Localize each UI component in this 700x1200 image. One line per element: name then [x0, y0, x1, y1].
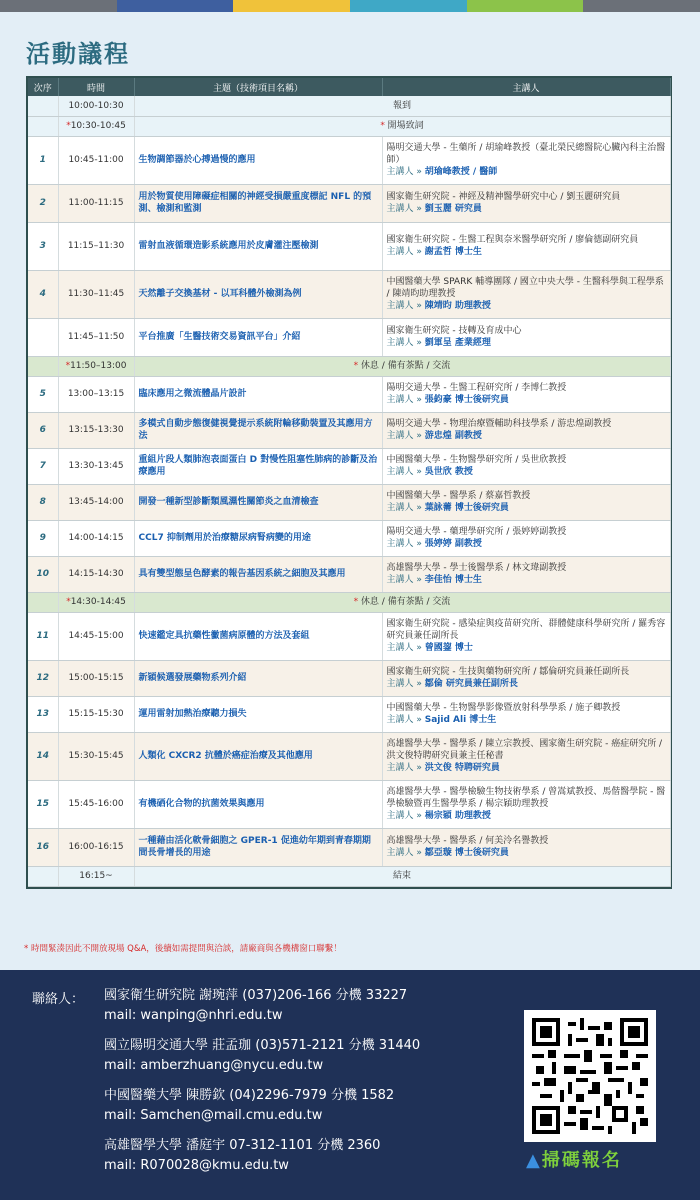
row-no: 4 — [28, 270, 58, 318]
contact-email[interactable]: mail: wanping@nhri.edu.tw — [104, 1008, 283, 1023]
color-bar-segment — [0, 0, 117, 12]
row-speaker — [382, 318, 670, 356]
row-time: 10:45-11:00 — [58, 136, 134, 184]
row-topic: 有機硒化合物的抗菌效果與應用 — [134, 780, 382, 828]
row-topic: 平台推廣「生醫技術交易資訊平台」介紹 — [134, 318, 382, 356]
header-no: 次序 — [28, 78, 58, 96]
row-speaker — [382, 696, 670, 732]
row-topic: 具有雙型態呈色酵素的報告基因系統之細胞及其應用 — [134, 556, 382, 592]
row-time: 11:00-11:15 — [58, 184, 134, 222]
row-topic: 生物調節器於心搏過慢的應用 — [134, 136, 382, 184]
table-row — [28, 732, 670, 780]
row-topic: 開發一種新型診斷類風濕性關節炎之血清檢查 — [134, 484, 382, 520]
row-time: 16:00-16:15 — [58, 828, 134, 866]
row-time: 13:45-14:00 — [58, 484, 134, 520]
speaker-host: 主講人 » 楊宗穎 助理教授 — [386, 811, 491, 821]
row-time: 15:15-15:30 — [58, 696, 134, 732]
table-row — [28, 412, 670, 448]
row-label: 報到 — [134, 96, 670, 116]
row-topic: 人類化 CXCR2 抗體於癌症治療及其他應用 — [134, 732, 382, 780]
table-row — [28, 592, 670, 612]
row-no: 10 — [28, 556, 58, 592]
speaker-host: 主講人 » 游忠煌 副教授 — [386, 431, 482, 441]
speaker-host: 主講人 » 吳世欣 教授 — [386, 467, 473, 477]
speaker-host: 主講人 » 李佳怡 博士生 — [386, 575, 482, 585]
table-row — [28, 696, 670, 732]
speaker-host: 主講人 » 張婷婷 副教授 — [386, 539, 482, 549]
speaker-host: 主講人 » 謝孟哲 博士生 — [386, 247, 482, 257]
table-row — [28, 222, 670, 270]
table-row — [28, 660, 670, 696]
speaker-org: 國家衛生研究院 - 技轉及育成中心 — [386, 326, 522, 336]
speaker-org: 國家衛生研究院 - 生技與藥物研究所 / 鄒倫研究員兼任副所長 — [386, 667, 630, 677]
speaker-host: 主講人 » 胡瑜峰教授 / 醫師 — [386, 167, 498, 177]
page-title: 活動議程 — [26, 40, 130, 68]
row-no: 5 — [28, 376, 58, 412]
contact-email[interactable]: mail: Samchen@mail.cmu.edu.tw — [104, 1108, 323, 1123]
scan-register[interactable]: ▲掃碼報名 — [526, 1150, 622, 1171]
row-speaker — [382, 780, 670, 828]
contact-item — [104, 986, 407, 1026]
speaker-host: 主講人 » 洪文俊 特聘研究員 — [386, 763, 500, 773]
table-header — [28, 78, 670, 96]
row-time: *11:50–13:00 — [58, 356, 134, 376]
contact-line: 中國醫藥大學 陳勝欽 (04)2296-7979 分機 1582 — [104, 1088, 395, 1103]
row-topic: 雷射血液循環造影系統應用於皮膚灌注壓檢測 — [134, 222, 382, 270]
contact-email[interactable]: mail: amberzhuang@nycu.edu.tw — [104, 1058, 324, 1073]
color-bar — [0, 0, 700, 12]
speaker-org: 高雄醫學大學 - 學士後醫學系 / 林文瑋副教授 — [386, 563, 567, 573]
row-speaker — [382, 412, 670, 448]
row-topic: 一種藉由活化軟骨細胞之 GPER-1 促進幼年期到青春期期間長骨增長的用途 — [134, 828, 382, 866]
speaker-host: 主講人 » Sajid Ali 博士生 — [386, 715, 497, 725]
row-time: 15:30-15:45 — [58, 732, 134, 780]
color-bar-segment — [117, 0, 234, 12]
row-topic: 臨床應用之微流體晶片設計 — [134, 376, 382, 412]
row-label: * 休息 / 備有茶點 / 交流 — [134, 592, 670, 612]
speaker-org: 高雄醫學大學 - 醫學系 / 陳立宗教授、國家衛生研究院 - 癌症研究所 / 洪文俊特聘研究員兼主任秘書 — [386, 739, 663, 761]
table-row — [28, 828, 670, 866]
row-no: 15 — [28, 780, 58, 828]
row-topic: 快速鑑定具抗藥性黴菌病原體的方法及套組 — [134, 612, 382, 660]
row-label: 結束 — [134, 866, 670, 886]
row-time: 14:00-14:15 — [58, 520, 134, 556]
row-no: 14 — [28, 732, 58, 780]
row-speaker — [382, 376, 670, 412]
row-speaker — [382, 520, 670, 556]
speaker-org: 中國醫藥大學 - 生物醫學研究所 / 吳世欣教授 — [386, 455, 567, 465]
speaker-host: 主講人 » 鄒倫 研究員兼任副所長 — [386, 679, 518, 689]
row-time: 13:00–13:15 — [58, 376, 134, 412]
color-bar-segment — [350, 0, 467, 12]
color-bar-segment — [233, 0, 350, 12]
row-no: 7 — [28, 448, 58, 484]
row-time: 16:15~ — [58, 866, 134, 886]
speaker-host: 主講人 » 劉玉麗 研究員 — [386, 204, 482, 214]
contact-line: 國立陽明交通大學 莊孟珈 (03)571-2121 分機 31440 — [104, 1038, 421, 1053]
color-bar-segment — [467, 0, 584, 12]
table-row — [28, 520, 670, 556]
table-row — [28, 116, 670, 136]
contact-item — [104, 1086, 394, 1126]
asterisk-mark: * — [66, 597, 71, 607]
asterisk-mark: * — [66, 121, 71, 131]
contact-footer — [0, 970, 700, 1200]
row-topic: 多模式自動步態復健視覺提示系統附輪移動裝置及其應用方法 — [134, 412, 382, 448]
row-no: 3 — [28, 222, 58, 270]
table-row — [28, 780, 670, 828]
row-topic: 天然離子交換基材 - 以耳科體外檢測為例 — [134, 270, 382, 318]
speaker-host: 主講人 » 陳靖昀 助理教授 — [386, 301, 491, 311]
row-speaker — [382, 484, 670, 520]
row-speaker — [382, 448, 670, 484]
color-bar-segment — [583, 0, 700, 12]
row-time: 11:15–11:30 — [58, 222, 134, 270]
contact-email[interactable]: mail: R070028@kmu.edu.tw — [104, 1158, 289, 1173]
contact-line: 高雄醫學大學 潘庭宇 07-312-1101 分機 2360 — [104, 1138, 381, 1153]
speaker-org: 陽明交通大學 - 生醫工程研究所 / 李博仁教授 — [386, 383, 567, 393]
table-row — [28, 484, 670, 520]
speaker-org: 中國醫藥大學 - 生物醫學影像暨放射科學學系 / 施子卿教授 — [386, 703, 621, 713]
row-speaker — [382, 732, 670, 780]
speaker-host: 主講人 » 葉詠薷 博士後研究員 — [386, 503, 509, 513]
row-time: 10:00-10:30 — [58, 96, 134, 116]
table-row — [28, 448, 670, 484]
row-no: 9 — [28, 520, 58, 556]
speaker-org: 陽明交通大學 - 物理治療暨輔助科技學系 / 游忠煌副教授 — [386, 419, 612, 429]
row-no: 16 — [28, 828, 58, 866]
footnote: * 時間緊湊因此不開放現場 Q&A，後續如需提問與洽談，請廠商與各機構窗口聯繫！ — [24, 944, 342, 954]
table-row — [28, 556, 670, 592]
speaker-org: 中國醫藥大學 - 醫學系 / 蔡嘉哲教授 — [386, 491, 531, 501]
row-time: 11:45–11:50 — [58, 318, 134, 356]
row-no: 13 — [28, 696, 58, 732]
table-row — [28, 356, 670, 376]
row-topic: 重組片段人類肺泡表面蛋白 D 對慢性阻塞性肺病的診斷及治療應用 — [134, 448, 382, 484]
row-no: 8 — [28, 484, 58, 520]
table-row — [28, 318, 670, 356]
header-time: 時間 — [58, 78, 134, 96]
row-speaker — [382, 660, 670, 696]
speaker-org: 國家衛生研究院 - 神經及精神醫學研究中心 / 劉玉麗研究員 — [386, 192, 621, 202]
row-speaker — [382, 556, 670, 592]
table-row — [28, 376, 670, 412]
speaker-org: 國家衛生研究院 - 生醫工程與奈米醫學研究所 / 廖倫德副研究員 — [386, 235, 639, 245]
asterisk-mark: * — [380, 121, 385, 131]
row-time: *10:30-10:45 — [58, 116, 134, 136]
contact-label: 聯絡人： — [32, 992, 85, 1007]
speaker-host: 主講人 » 鄒亞璇 博士後研究員 — [386, 848, 509, 858]
row-time: 15:00-15:15 — [58, 660, 134, 696]
table-row — [28, 184, 670, 222]
contact-line: 國家衛生研究院 謝琬萍 (037)206-166 分機 33227 — [104, 988, 408, 1003]
table-row — [28, 270, 670, 318]
row-label: * 開場致詞 — [134, 116, 670, 136]
table-row — [28, 96, 670, 116]
qr-code[interactable] — [524, 1010, 656, 1142]
speaker-org: 陽明交通大學 - 藥理學研究所 / 張婷婷副教授 — [386, 527, 567, 537]
speaker-org: 中國醫藥大學 SPARK 輔導團隊 / 國立中央大學 - 生醫科學與工程學系 / 陳靖昀助理教授 — [386, 277, 664, 299]
header-topic: 主題（技術項目名稱） — [134, 78, 382, 96]
row-speaker — [382, 184, 670, 222]
table-row — [28, 136, 670, 184]
row-no: 2 — [28, 184, 58, 222]
row-label: * 休息 / 備有茶點 / 交流 — [134, 356, 670, 376]
speaker-host: 主講人 » 張鈞豪 博士後研究員 — [386, 395, 509, 405]
speaker-host: 主講人 » 曾國鋆 博士 — [386, 643, 473, 653]
asterisk-mark: * — [65, 361, 71, 371]
row-time: 13:15-13:30 — [58, 412, 134, 448]
speaker-org: 高雄醫學大學 - 醫學檢驗生物技術學系 / 曾嵩斌教授、馬偕醫學院 - 醫學檢驗暨再生醫學學系 / 楊宗穎助理教授 — [386, 787, 666, 809]
row-speaker — [382, 136, 670, 184]
qr-code-icon — [532, 1018, 648, 1134]
speaker-host: 主講人 » 劉軍呈 產業經理 — [386, 338, 491, 348]
row-time: 15:45-16:00 — [58, 780, 134, 828]
row-no: 1 — [28, 136, 58, 184]
speaker-org: 高雄醫學大學 - 醫學系 / 何美泠名譽教授 — [386, 836, 549, 846]
triangle-up-icon: ▲ — [526, 1150, 542, 1171]
asterisk-mark: * — [353, 597, 359, 607]
row-time: 11:30–11:45 — [58, 270, 134, 318]
row-no: 6 — [28, 412, 58, 448]
row-topic: 新穎候選發展藥物系列介紹 — [134, 660, 382, 696]
asterisk-mark: * — [353, 361, 359, 371]
row-speaker — [382, 222, 670, 270]
contact-item — [104, 1036, 420, 1076]
row-topic: 運用雷射加熱治療聽力損失 — [134, 696, 382, 732]
row-time: 14:45-15:00 — [58, 612, 134, 660]
row-speaker — [382, 828, 670, 866]
table-row — [28, 612, 670, 660]
row-topic: CCL7 抑制劑用於治療糖尿病腎病變的用途 — [134, 520, 382, 556]
row-speaker — [382, 270, 670, 318]
table-row — [28, 866, 670, 886]
header-speaker: 主講人 — [382, 78, 670, 96]
row-no: 11 — [28, 612, 58, 660]
row-no: 12 — [28, 660, 58, 696]
speaker-org: 陽明交通大學 - 生藥所 / 胡瑜峰教授（臺北榮民總醫院心臟內科主治醫師） — [386, 143, 666, 165]
speaker-org: 國家衛生研究院 - 感染症與疫苗研究所、群體健康科學研究所 / 羅秀容研究員兼任副所長 — [386, 619, 666, 641]
agenda-table — [26, 76, 672, 889]
row-speaker — [382, 612, 670, 660]
row-time: 13:30-13:45 — [58, 448, 134, 484]
row-topic: 用於物質使用障礙症相關的神經受損嚴重度標記 NFL 的預測、檢測和監測 — [134, 184, 382, 222]
row-time: 14:15-14:30 — [58, 556, 134, 592]
contact-item — [104, 1136, 380, 1176]
row-time: *14:30-14:45 — [58, 592, 134, 612]
